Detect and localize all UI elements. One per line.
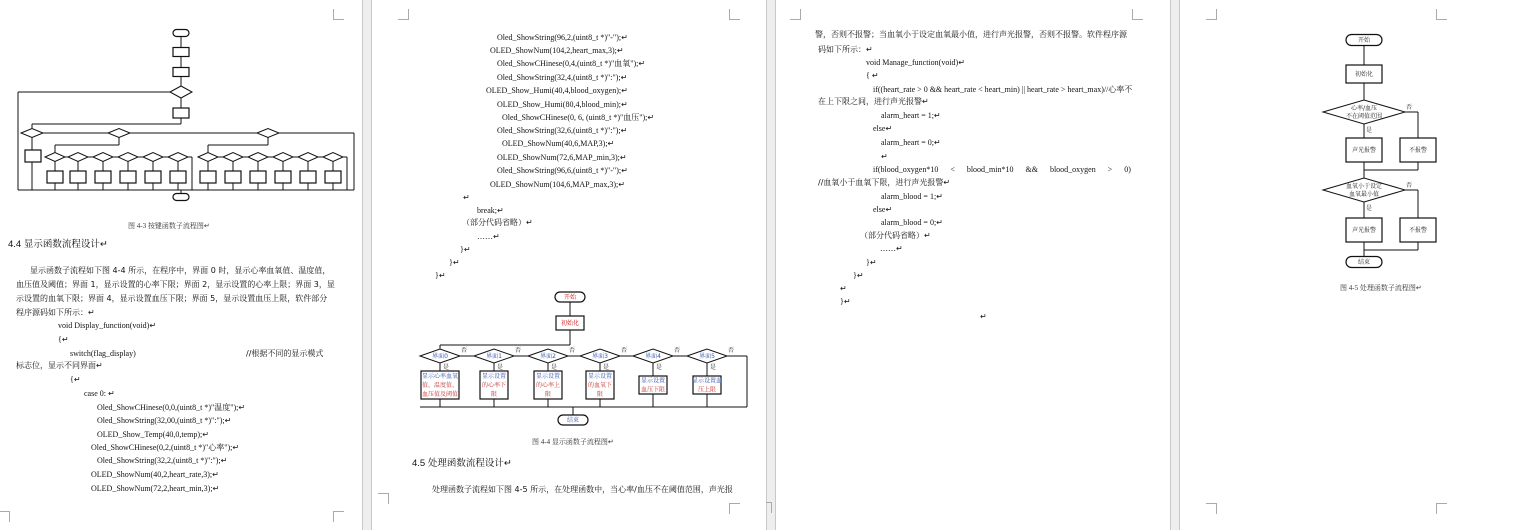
decision-diamond	[198, 153, 218, 162]
figure-caption: 图 4-5 处理函数子流程图↵	[1340, 284, 1422, 292]
yes-label: 是	[602, 364, 610, 371]
flow-start-label: 开始	[563, 294, 577, 301]
box-label-line: 显示设置血	[691, 377, 723, 385]
code-line: OLED_ShowNum(40,2,heart_rate,3);↵	[91, 470, 219, 479]
flow-init-label: 初始化	[560, 320, 580, 327]
display-function-flowchart	[372, 0, 766, 440]
decision-diamond	[1323, 178, 1405, 202]
code-line: （部分代码省略）↵	[462, 218, 533, 227]
code-line: {↵	[58, 335, 69, 344]
code-line: Oled_ShowString(32,4,(uint8_t *)":");↵	[497, 73, 628, 82]
box-label-line: 显示设置	[535, 373, 561, 380]
no-label: 否	[568, 347, 576, 354]
code-line: Oled_ShowString(96,6,(uint8_t *)"-");↵	[497, 166, 628, 175]
decision-label: 心率/血压	[1350, 105, 1378, 112]
paragraph-line: 处理函数子流程如下图 4-5 所示，在处理函数中，当心率/血压不在阈值范围，声光报	[432, 485, 733, 494]
decision-diamond	[323, 153, 343, 162]
yes-label: 是	[1365, 205, 1373, 212]
process-box	[145, 171, 161, 183]
flow-start-label: 开始	[1357, 37, 1371, 44]
code-line: {↵	[70, 375, 81, 384]
box-label-line: 的心率下	[481, 382, 507, 389]
page-corner-mark	[1436, 503, 1447, 514]
decision-label: 界面3	[592, 353, 608, 360]
box-label-line: 血压值及阈值	[421, 391, 459, 398]
code-line: void Display_function(void)↵	[58, 321, 157, 330]
code-line: else↵	[873, 124, 893, 133]
terminal-oval	[173, 30, 189, 37]
decision-label: 血氧最小值	[1348, 191, 1380, 198]
page-1	[0, 0, 362, 530]
decision-label: 不在阈值范围	[1345, 113, 1383, 120]
code-line: Oled_ShowString(32,00,(uint8_t *)":");↵	[97, 416, 232, 425]
decision-label: 界面1	[486, 353, 502, 360]
page-corner-mark	[1132, 9, 1143, 20]
decision-diamond	[45, 153, 65, 162]
process-box	[200, 171, 216, 183]
box-label-line: 限	[544, 391, 552, 398]
code-line: OLED_ShowNum(104,2,heart_max,3);↵	[490, 46, 624, 55]
process-box	[173, 68, 189, 77]
decision-diamond	[118, 153, 138, 162]
decision-diamond	[257, 129, 279, 138]
code-line: alarm_heart = 1;↵	[881, 111, 941, 120]
no-label: 否	[673, 347, 681, 354]
page-corner-mark	[1206, 503, 1217, 514]
page-4	[1180, 0, 1523, 530]
yes-label: 是	[709, 364, 717, 371]
box-label-line: 限	[490, 391, 498, 398]
code-line: OLED_Show_Humi(80,4,blood_min);↵	[497, 100, 628, 109]
no-label: 否	[514, 347, 522, 354]
decision-diamond	[21, 129, 43, 138]
box-label-line: 的血氧下	[587, 382, 613, 389]
code-line: OLED_ShowNum(72,2,heart_min,3);↵	[91, 484, 220, 493]
decision-diamond	[1323, 100, 1405, 124]
box-label-line: 压上限	[697, 386, 717, 394]
decision-diamond	[168, 153, 188, 162]
code-line: break;↵	[477, 206, 504, 215]
no-label: 否	[727, 347, 735, 354]
box-label-line: 限	[596, 391, 604, 398]
process-box	[173, 48, 189, 57]
code-line: Oled_ShowCHinese(0, 6, (uint8_t *)"血压");↵	[502, 113, 655, 122]
yes-label: 是	[1365, 127, 1373, 134]
process-box	[95, 171, 111, 183]
decision-diamond	[248, 153, 268, 162]
decision-label: 界面4	[645, 353, 661, 360]
decision-diamond	[273, 153, 293, 162]
page-3	[776, 0, 1170, 530]
no-label: 否	[620, 347, 628, 354]
code-line: }↵	[449, 258, 460, 267]
paragraph-line: 血压值及阈值；界面 1，显示设置的心率下限；界面 2，显示设置的心率上限；界面 3，显	[16, 280, 335, 289]
flow-end-label: 结束	[1357, 259, 1371, 266]
code-line: if(blood_oxygen*10 < blood_min*10 && blood_oxygen > 0)	[873, 165, 1131, 174]
no-label: 否	[1405, 104, 1413, 111]
code-line: Oled_ShowCHinese(0,4,(uint8_t *)"血氧");↵	[497, 59, 646, 68]
code-line: ↵	[980, 312, 987, 321]
code-line: }↵	[840, 297, 851, 306]
alarm-box-label: 声光报警	[1351, 227, 1377, 234]
code-comment: 标志位，显示不同界面↵	[16, 361, 103, 370]
code-line: OLED_ShowNum(40,6,MAP,3);↵	[502, 139, 615, 148]
code-line: Oled_ShowString(96,2,(uint8_t *)"-");↵	[497, 33, 628, 42]
decision-label: 血氧小于设定	[1345, 183, 1383, 190]
decision-diamond	[143, 153, 163, 162]
code-line: }↵	[853, 271, 864, 280]
box-label-line: 血压下限	[640, 386, 666, 394]
page-corner-mark	[0, 511, 10, 522]
alarm-box-label: 声光报警	[1351, 147, 1377, 154]
code-line: void Manage_function(void)↵	[866, 58, 965, 67]
yes-label: 是	[442, 364, 450, 371]
box-label-line: 显示设置	[481, 373, 507, 380]
code-line: }↵	[460, 245, 471, 254]
page-gap	[766, 0, 776, 530]
decision-diamond	[68, 153, 88, 162]
box-label-line: 的心率上	[535, 382, 561, 389]
paragraph-line: 警，否则不报警；当血氧小于设定血氧最小值，进行声光报警，否则不报警。软件程序源	[815, 30, 1127, 39]
code-line: Oled_ShowString(32,2,(uint8_t *)":");↵	[97, 456, 228, 465]
code-line: alarm_blood = 1;↵	[881, 192, 943, 201]
code-line: alarm_blood = 0;↵	[881, 218, 943, 227]
code-line: }↵	[435, 271, 446, 280]
no-label: 否	[460, 347, 468, 354]
decision-label: 界面0	[432, 353, 448, 360]
process-box	[225, 171, 241, 183]
process-function-flowchart	[1180, 0, 1523, 300]
page-corner-mark	[378, 493, 389, 504]
decision-diamond	[108, 129, 130, 138]
code-line: else↵	[873, 205, 893, 214]
paragraph-line: 示设置的血氧下限；界面 4，显示设置血压下限；界面 5，显示设置血压上限，软件部分	[16, 294, 328, 303]
decision-diamond	[298, 153, 318, 162]
code-line: case 0: ↵	[84, 389, 115, 398]
page-corner-mark	[790, 9, 801, 20]
flow-end-label: 结束	[566, 417, 580, 424]
code-line: Oled_ShowCHinese(0,0,(uint8_t *)"温度");↵	[97, 403, 246, 412]
code-line: OLED_ShowNum(72,6,MAP_min,3);↵	[497, 153, 627, 162]
box-label-line: 显示设置	[640, 377, 666, 385]
figure-caption: 图 4-3 按键函数子流程图↵	[128, 222, 210, 230]
decision-diamond	[170, 86, 192, 98]
paragraph-line: 码如下所示：↵	[818, 45, 873, 54]
yes-label: 是	[550, 364, 558, 371]
no-alarm-box-label: 不报警	[1408, 147, 1428, 154]
section-heading: 4.5 处理函数流程设计↵	[412, 458, 512, 469]
code-line: （部分代码省略）↵	[860, 231, 931, 240]
process-box	[120, 171, 136, 183]
process-box	[47, 171, 63, 183]
decision-diamond	[93, 153, 113, 162]
code-line: }↵	[866, 258, 877, 267]
code-line: OLED_Show_Humi(40,4,blood_oxygen);↵	[486, 86, 628, 95]
decision-label: 界面5	[699, 353, 715, 360]
code-line: ↵	[463, 193, 470, 202]
process-box	[170, 171, 186, 183]
code-line: OLED_ShowNum(104,6,MAP_max,3);↵	[490, 180, 625, 189]
code-line: ……↵	[880, 244, 903, 253]
page-gap	[1170, 0, 1180, 530]
yes-label: 是	[496, 364, 504, 371]
code-line: ……↵	[477, 232, 500, 241]
flow-init-label: 初始化	[1354, 71, 1374, 78]
code-line: if((heart_rate > 0 && heart_rate < heart_min) || heart_rate > heart_max)//心率不	[873, 85, 1133, 94]
box-label-line: 值、温度值、	[421, 382, 459, 389]
box-label-line: 显示心率血氧	[421, 373, 459, 380]
page-corner-mark	[766, 502, 772, 513]
section-heading: 4.4 显示函数流程设计↵	[8, 239, 108, 250]
page-gap	[362, 0, 372, 530]
code-line: { ↵	[866, 71, 879, 80]
code-line: switch(flag_display)	[70, 349, 136, 358]
page-corner-mark	[729, 503, 740, 514]
code-line: OLED_Show_Temp(40,0,temp);↵	[97, 430, 209, 439]
code-line: alarm_heart = 0;↵	[881, 138, 941, 147]
process-box	[70, 171, 86, 183]
process-box	[300, 171, 316, 183]
terminal-oval	[173, 194, 189, 201]
yes-label: 是	[655, 364, 663, 371]
code-comment: //根据不同的显示模式	[246, 349, 324, 358]
code-line: ↵	[881, 152, 888, 161]
page-corner-mark	[333, 511, 344, 522]
code-line: //血氧小于血氧下限，进行声光报警↵	[818, 178, 951, 187]
process-box	[250, 171, 266, 183]
decision-diamond	[223, 153, 243, 162]
process-box	[25, 150, 41, 162]
figure-caption: 图 4-4 显示函数子流程图↵	[532, 438, 614, 446]
code-line: 在上下限之间，进行声光报警↵	[818, 97, 929, 106]
no-label: 否	[1405, 182, 1413, 189]
process-box	[325, 171, 341, 183]
process-box	[275, 171, 291, 183]
paragraph-line: 程序源码如下所示：↵	[16, 308, 95, 317]
process-box	[173, 108, 189, 118]
key-function-flowchart	[0, 0, 362, 215]
page-2	[372, 0, 766, 530]
box-label-line: 显示设置	[587, 373, 613, 380]
code-line: ↵	[840, 284, 847, 293]
code-line: Oled_ShowString(32,6,(uint8_t *)":");↵	[497, 126, 628, 135]
paragraph-line: 显示函数子流程如下图 4-4 所示，在程序中，界面 0 时，显示心率血氧值、温度值，	[30, 266, 331, 275]
no-alarm-box-label: 不报警	[1408, 227, 1428, 234]
code-line: Oled_ShowCHinese(0,2,(uint8_t *)"心率");↵	[91, 443, 240, 452]
decision-label: 界面2	[540, 353, 556, 360]
